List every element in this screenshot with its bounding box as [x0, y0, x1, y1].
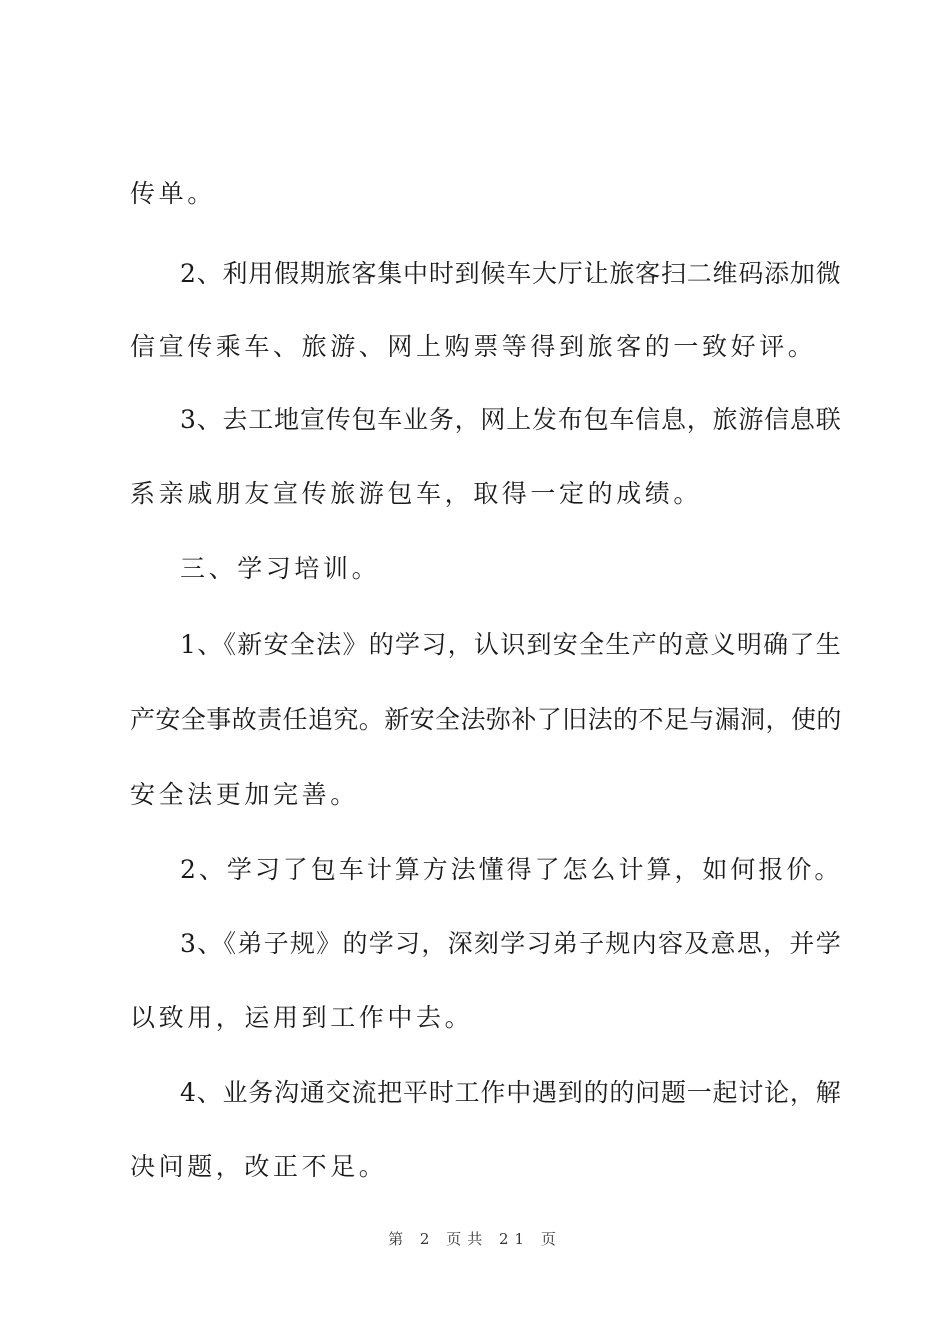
text-line: 决问题，改正不足。	[130, 1152, 388, 1181]
text-line: 4、业务沟通交流把平时工作中遇到的的问题一起讨论，解	[180, 1078, 842, 1107]
text-line: 2、学习了包车计算方法懂得了怎么计算，如何报价。	[180, 855, 843, 884]
text-line: 以致用，运用到工作中去。	[130, 1003, 474, 1032]
text-line: 系亲戚朋友宣传旅游包车，取得一定的成绩。	[130, 479, 703, 508]
text-line: 安全法更加完善。	[130, 780, 359, 809]
text-line: 3、去工地宣传包车业务，网上发布包车信息，旅游信息联	[180, 405, 842, 434]
section-heading: 三、学习培训。	[180, 554, 381, 583]
text-line: 传单。	[130, 179, 216, 208]
text-line: 2、利用假期旅客集中时到候车大厅让旅客扫二维码添加微	[180, 259, 842, 288]
page-number-footer: 第 2 页共 21 页	[388, 1230, 562, 1248]
text-line: 3、《弟子规》的学习，深刻学习弟子规内容及意思，并学	[180, 929, 843, 958]
text-line: 产安全事故责任追究。新安全法弥补了旧法的不足与漏洞，使的	[130, 705, 842, 734]
text-line: 1、《新安全法》的学习，认识到安全生产的意义明确了生	[180, 630, 843, 659]
text-line: 信宣传乘车、旅游、网上购票等得到旅客的一致好评。	[130, 332, 817, 361]
